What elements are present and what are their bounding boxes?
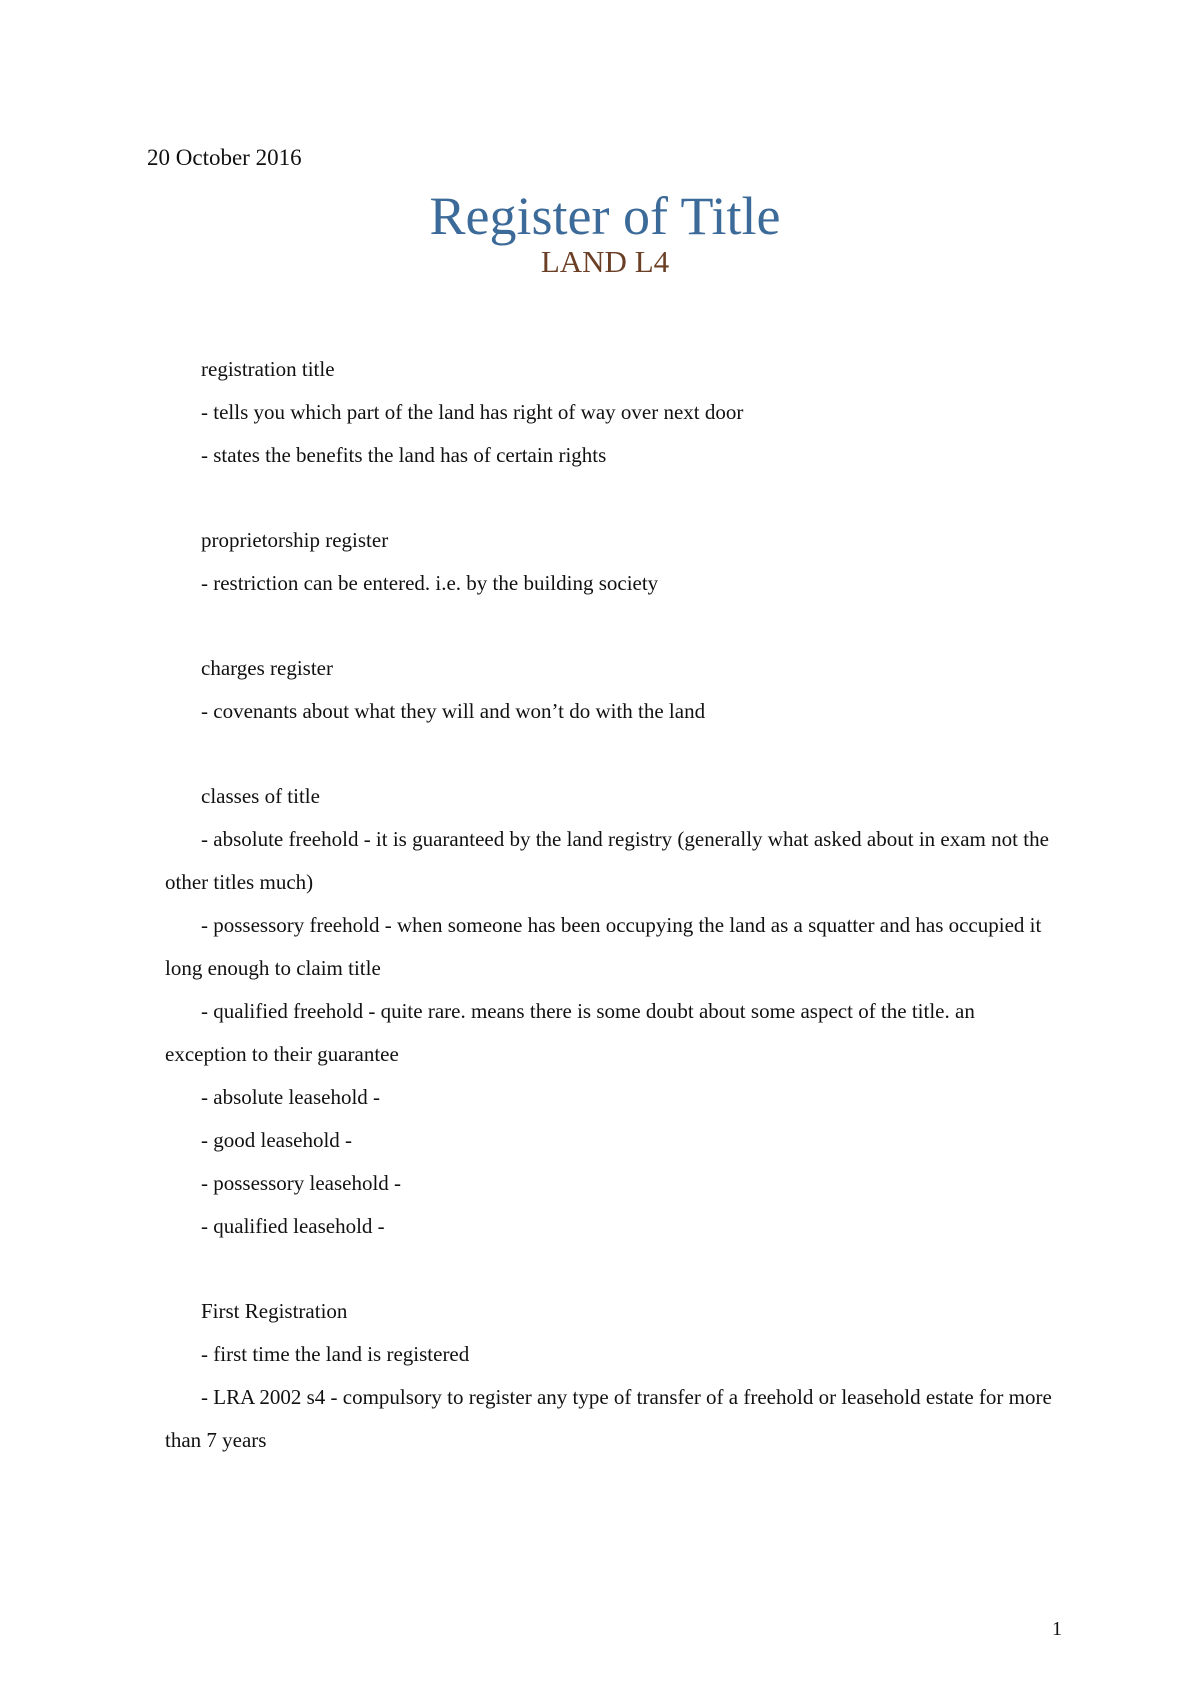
section-heading: charges register bbox=[201, 656, 333, 680]
list-item: - LRA 2002 s4 - compulsory to register any type of transfer of a freehold or leasehold estate for more than 7 years bbox=[165, 1385, 1052, 1452]
section-heading: registration title bbox=[201, 357, 335, 381]
section-classes-of-title bbox=[165, 775, 1055, 1248]
list-item: - good leasehold - bbox=[201, 1128, 353, 1152]
list-item: - first time the land is registered bbox=[201, 1342, 470, 1366]
list-item: - qualified freehold - quite rare. means there is some doubt about some aspect of the title. an exception to their guarantee bbox=[165, 999, 975, 1066]
list-item: - absolute leasehold - bbox=[201, 1085, 381, 1109]
list-item: - qualified leasehold - bbox=[201, 1214, 385, 1238]
document-subtitle: LAND L4 bbox=[540, 243, 670, 279]
section-heading: classes of title bbox=[201, 784, 320, 808]
list-item: - absolute freehold - it is guaranteed by the land registry (generally what asked about in exam not the other titles much) bbox=[165, 827, 1049, 894]
list-item: - possessory leasehold - bbox=[201, 1171, 402, 1195]
title-block bbox=[0, 188, 1200, 279]
section-first-registration bbox=[165, 1290, 1055, 1462]
list-item: - restriction can be entered. i.e. by the building society bbox=[201, 571, 659, 595]
section-proprietorship-register bbox=[165, 519, 1055, 605]
document-body bbox=[165, 348, 1055, 1504]
page-number: 1 bbox=[1052, 1618, 1062, 1640]
section-heading: First Registration bbox=[201, 1299, 348, 1323]
list-item: - covenants about what they will and won’t do with the land bbox=[201, 699, 706, 723]
section-heading: proprietorship register bbox=[201, 528, 389, 552]
section-charges-register bbox=[165, 647, 1055, 733]
document-title: Register of Title bbox=[429, 186, 781, 246]
document-date: 20 October 2016 bbox=[147, 145, 302, 170]
list-item: - tells you which part of the land has right of way over next door bbox=[201, 400, 744, 424]
list-item: - possessory freehold - when someone has been occupying the land as a squatter and has occupied it long enough to claim title bbox=[165, 913, 1042, 980]
list-item: - states the benefits the land has of certain rights bbox=[201, 443, 607, 467]
section-registration-title bbox=[165, 348, 1055, 477]
